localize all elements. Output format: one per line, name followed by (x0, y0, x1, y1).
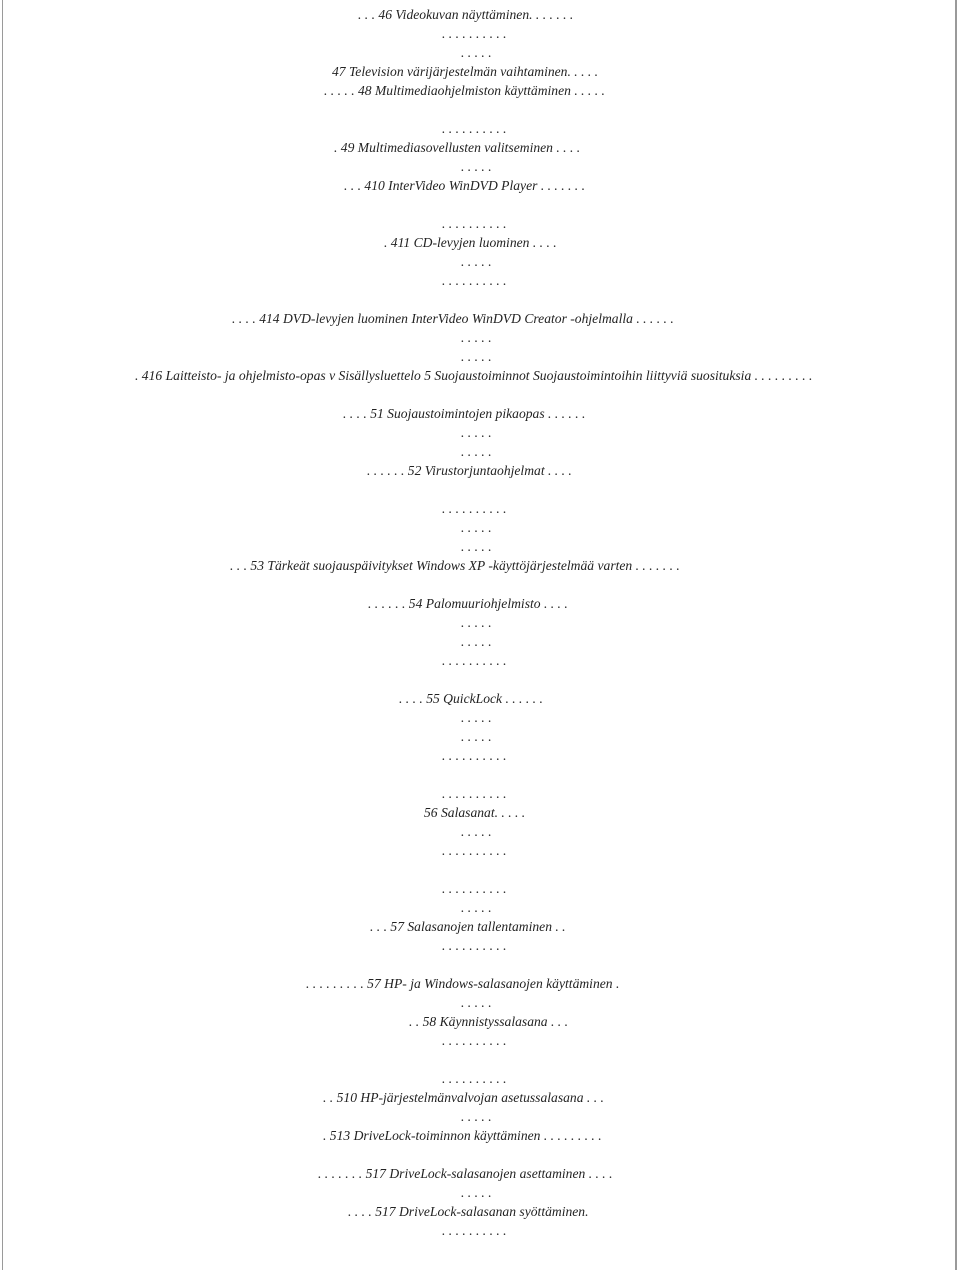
blank-line (0, 575, 960, 594)
toc-line: . . . 46 Videokuvan näyttäminen. . . . . . . (358, 7, 574, 22)
toc-line: . 49 Multimediasovellusten valitseminen . . . . (334, 140, 581, 155)
toc-line: 56 Salasanat. . . . . (424, 805, 526, 820)
blank-line (0, 1145, 960, 1164)
blank-line (0, 1050, 960, 1069)
toc-line: . . . . . (461, 539, 492, 554)
blank-line (0, 765, 960, 784)
toc-line: . . . . . . . . . . (442, 273, 507, 288)
toc-line: . . . . . (461, 1185, 492, 1200)
toc-line: . . . . . (461, 425, 492, 440)
toc-line: . . . . . . . . . . (442, 843, 507, 858)
blank-line (0, 480, 960, 499)
toc-line: . . . . . . . . . . (442, 786, 507, 801)
toc-line: . . . . 55 QuickLock . . . . . . (399, 691, 543, 706)
blank-line (0, 100, 960, 119)
toc-line: . . . . . (461, 824, 492, 839)
blank-line (0, 195, 960, 214)
blank-line (0, 955, 960, 974)
toc-line: . . . . . . . . . . (442, 26, 507, 41)
blank-line (0, 385, 960, 404)
toc-line: . . . . . (461, 995, 492, 1010)
toc-line: . 416 Laitteisto- ja ohjelmisto-opas v Sisällysluettelo 5 Suojaustoiminnot Suojaustoimintoihin liittyviä suosituksia . . . . . . . . . (135, 368, 813, 383)
toc-line: . . . . . (461, 729, 492, 744)
toc-line: . . . 57 Salasanojen tallentaminen . . (370, 919, 566, 934)
toc-line: . . . . . (461, 615, 492, 630)
toc-line: . . . . 517 DriveLock-salasanan syöttäminen. (348, 1204, 589, 1219)
toc-line: . . . . . . . 517 DriveLock-salasanojen asettaminen . . . . (318, 1166, 613, 1181)
toc-line: . . . . . . 52 Virustorjuntaohjelmat . . . . (367, 463, 572, 478)
toc-line: . . . 53 Tärkeät suojauspäivitykset Windows XP -käyttöjärjestelmää varten . . . . . . . (230, 558, 680, 573)
toc-line: . . . . . (461, 710, 492, 725)
toc-line: . . . . 51 Suojaustoimintojen pikaopas . . . . . . (343, 406, 586, 421)
toc-line: . . . . . (461, 444, 492, 459)
toc-line: . . . . . . . . . . (442, 748, 507, 763)
toc-line: . . . . . . . . . . (442, 121, 507, 136)
toc-line: . . . . . (461, 349, 492, 364)
toc-line: . . . 410 InterVideo WinDVD Player . . . . . . . (344, 178, 585, 193)
toc-line: . 513 DriveLock-toiminnon käyttäminen . . . . . . . . . (323, 1128, 602, 1143)
table-of-contents (0, 5, 960, 1240)
toc-line: . . . . . (461, 159, 492, 174)
toc-line: 47 Television värijärjestelmän vaihtaminen. . . . . (332, 64, 599, 79)
toc-line: . . . . . . 54 Palomuuriohjelmisto . . . . (368, 596, 568, 611)
toc-line: . . . . . . . . . . (442, 938, 507, 953)
toc-line: . . . . . 48 Multimediaohjelmiston käyttäminen . . . . . (324, 83, 605, 98)
toc-line: . . . . . (461, 634, 492, 649)
toc-line: . . . . . . . . . . (442, 216, 507, 231)
toc-line: . . . . . (461, 45, 492, 60)
toc-line: . . . . . (461, 1109, 492, 1124)
toc-line: . . . . . . . . . . (442, 1071, 507, 1086)
toc-line: . . . . . . . . . . (442, 653, 507, 668)
toc-line: . . . . . . . . . . (442, 881, 507, 896)
blank-line (0, 860, 960, 879)
blank-line (0, 670, 960, 689)
toc-line: . . 58 Käynnistyssalasana . . . (409, 1014, 568, 1029)
toc-line: . . 510 HP-järjestelmänvalvojan asetussalasana . . . (323, 1090, 604, 1105)
toc-line: . . . . . (461, 900, 492, 915)
toc-line: . . . . . . . . . 57 HP- ja Windows-salasanojen käyttäminen . (306, 976, 620, 991)
toc-line: . . . . . (461, 520, 492, 535)
toc-line: . 411 CD-levyjen luominen . . . . (384, 235, 557, 250)
toc-line: . . . . 414 DVD-levyjen luominen InterVideo WinDVD Creator -ohjelmalla . . . . . . (232, 311, 674, 326)
toc-line: . . . . . . . . . . (442, 501, 507, 516)
toc-line: . . . . . . . . . . (442, 1033, 507, 1048)
toc-line: . . . . . (461, 330, 492, 345)
blank-line (0, 290, 960, 309)
toc-line: . . . . . (461, 254, 492, 269)
toc-line: . . . . . . . . . . (442, 1223, 507, 1238)
